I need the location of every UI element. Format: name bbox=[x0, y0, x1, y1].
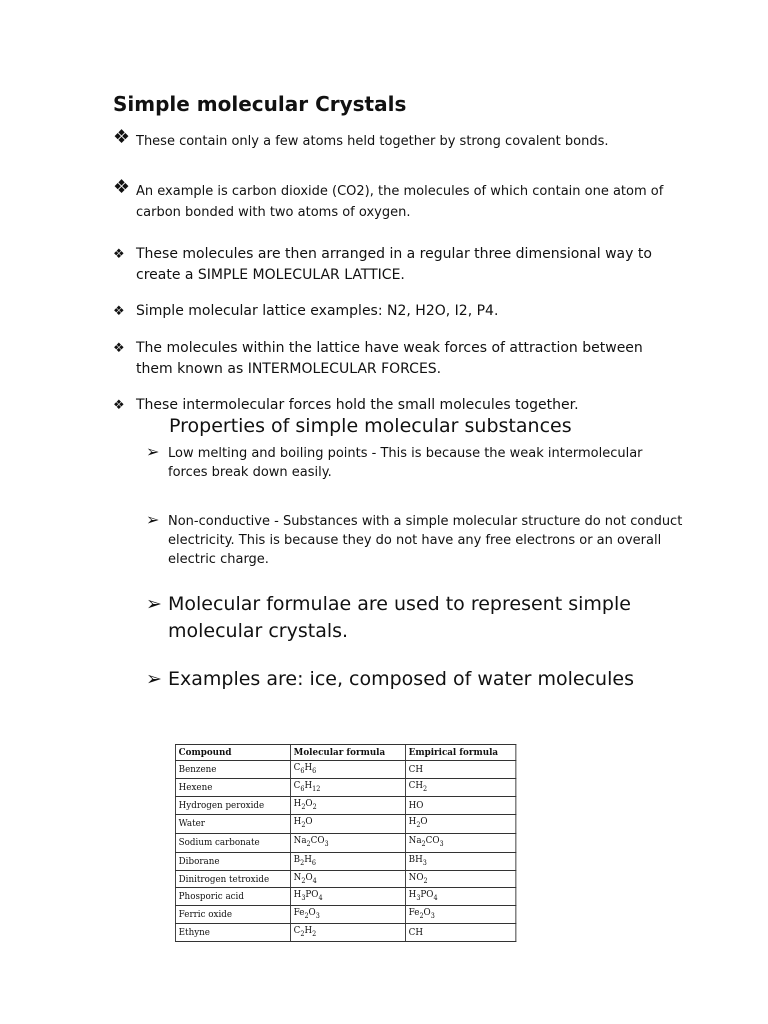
empirical-formula-cell: $H_2O$ bbox=[405, 814, 515, 833]
column-header: Compound bbox=[175, 745, 290, 761]
diamond-bullet-icon: ❖ bbox=[113, 341, 125, 356]
arrow-bullet-icon: ➢ bbox=[146, 593, 162, 615]
table-header-row bbox=[175, 745, 515, 761]
compound-cell: Hexene bbox=[175, 778, 290, 796]
bullet-item bbox=[113, 244, 683, 286]
empirical-formula-cell: $H_3PO_4$ bbox=[405, 888, 515, 906]
compound-cell: Hydrogen peroxide bbox=[175, 796, 290, 814]
molecular-formula-cell: $Fe_2O_3$ bbox=[290, 906, 405, 924]
table-row bbox=[175, 924, 515, 942]
arrow-bullet-icon: ➢ bbox=[146, 510, 160, 529]
molecular-formula-cell: $H_2O_2$ bbox=[290, 796, 405, 814]
property-text: Non-conductive - Substances with a simple molecular structure do not conduct electricity. This is because they do not have any free electrons or an overall electric charge. bbox=[168, 514, 683, 567]
bullet-item bbox=[113, 395, 683, 416]
compound-cell: Ethyne bbox=[175, 924, 290, 942]
compound-cell: Diborane bbox=[175, 852, 290, 870]
property-text: Low melting and boiling points - This is because the weak intermolecular forces break down easily. bbox=[168, 446, 643, 480]
table-row bbox=[175, 796, 515, 814]
compound-cell: Benzene bbox=[175, 761, 290, 779]
compound-cell: Phosporic acid bbox=[175, 888, 290, 906]
compound-cell: Sodium carbonate bbox=[175, 833, 290, 852]
diamond-bullet-icon: ❖ bbox=[113, 304, 125, 319]
column-header: Empirical formula bbox=[405, 745, 515, 761]
molecular-formula-cell: $C_2H_2$ bbox=[290, 924, 405, 942]
table-row bbox=[175, 852, 515, 870]
empirical-formula-cell: HO bbox=[405, 796, 515, 814]
empirical-formula-cell: CH bbox=[405, 924, 515, 942]
empirical-formula-cell: $NO_2$ bbox=[405, 870, 515, 888]
compound-cell: Ferric oxide bbox=[175, 906, 290, 924]
bullet-text: These intermolecular forces hold the small molecules together. bbox=[136, 397, 579, 413]
molecular-formula-cell: $H_3PO_4$ bbox=[290, 888, 405, 906]
bullet-text: Simple molecular lattice examples: N2, H2O, I2, P4. bbox=[136, 303, 499, 319]
diamond-bullet-icon: ❖ bbox=[113, 398, 125, 413]
property-text: Molecular formulae are used to represent simple molecular crystals. bbox=[168, 593, 631, 642]
arrow-bullet-icon: ➢ bbox=[146, 668, 162, 690]
empirical-formula-cell: $CH_2$ bbox=[405, 778, 515, 796]
property-item-large bbox=[146, 666, 706, 693]
table-row bbox=[175, 761, 515, 779]
bullet-item bbox=[113, 301, 683, 322]
molecular-formula-cell: $C_6H_6$ bbox=[290, 761, 405, 779]
bullet-item bbox=[113, 126, 683, 152]
compound-cell: Water bbox=[175, 814, 290, 833]
bullet-text: These contain only a few atoms held together by strong covalent bonds. bbox=[136, 134, 609, 149]
column-header: Molecular formula bbox=[290, 745, 405, 761]
properties-heading: Properties of simple molecular substances bbox=[169, 415, 572, 437]
empirical-formula-cell: $Fe_2O_3$ bbox=[405, 906, 515, 924]
table-row bbox=[175, 906, 515, 924]
table-row bbox=[175, 814, 515, 833]
molecular-formula-cell: $N_2O_4$ bbox=[290, 870, 405, 888]
bullet-item bbox=[113, 176, 683, 223]
empirical-formula-cell: $Na_2CO_3$ bbox=[405, 833, 515, 852]
property-text: Examples are: ice, composed of water molecules bbox=[168, 668, 634, 690]
diamond-bullet-icon: ❖ bbox=[113, 176, 131, 198]
page-title: Simple molecular Crystals bbox=[113, 92, 407, 116]
molecular-formula-cell: $B_2H_6$ bbox=[290, 852, 405, 870]
property-item bbox=[146, 512, 686, 569]
table-row bbox=[175, 888, 515, 906]
bullet-text: These molecules are then arranged in a regular three dimensional way to create a SIMPLE MOLECULAR LATTICE. bbox=[136, 246, 652, 283]
arrow-bullet-icon: ➢ bbox=[146, 442, 160, 461]
empirical-formula-cell: CH bbox=[405, 761, 515, 779]
bullet-text: The molecules within the lattice have weak forces of attraction between them known as INTERMOLECULAR FORCES. bbox=[136, 340, 643, 377]
property-item bbox=[146, 444, 686, 482]
diamond-bullet-icon: ❖ bbox=[113, 247, 125, 262]
compound-formula-table bbox=[175, 744, 516, 942]
table-row bbox=[175, 778, 515, 796]
table-row bbox=[175, 833, 515, 852]
empirical-formula-cell: $BH_3$ bbox=[405, 852, 515, 870]
property-item-large bbox=[146, 591, 706, 645]
molecular-formula-cell: $Na_2CO_3$ bbox=[290, 833, 405, 852]
molecular-formula-cell: $H_2O$ bbox=[290, 814, 405, 833]
bullet-text: An example is carbon dioxide (CO2), the molecules of which contain one atom of carbon bonded with two atoms of oxygen. bbox=[136, 184, 664, 220]
table-row bbox=[175, 870, 515, 888]
diamond-bullet-icon: ❖ bbox=[113, 126, 131, 148]
molecular-formula-cell: $C_6H_{12}$ bbox=[290, 778, 405, 796]
bullet-item bbox=[113, 338, 683, 380]
compound-cell: Dinitrogen tetroxide bbox=[175, 870, 290, 888]
